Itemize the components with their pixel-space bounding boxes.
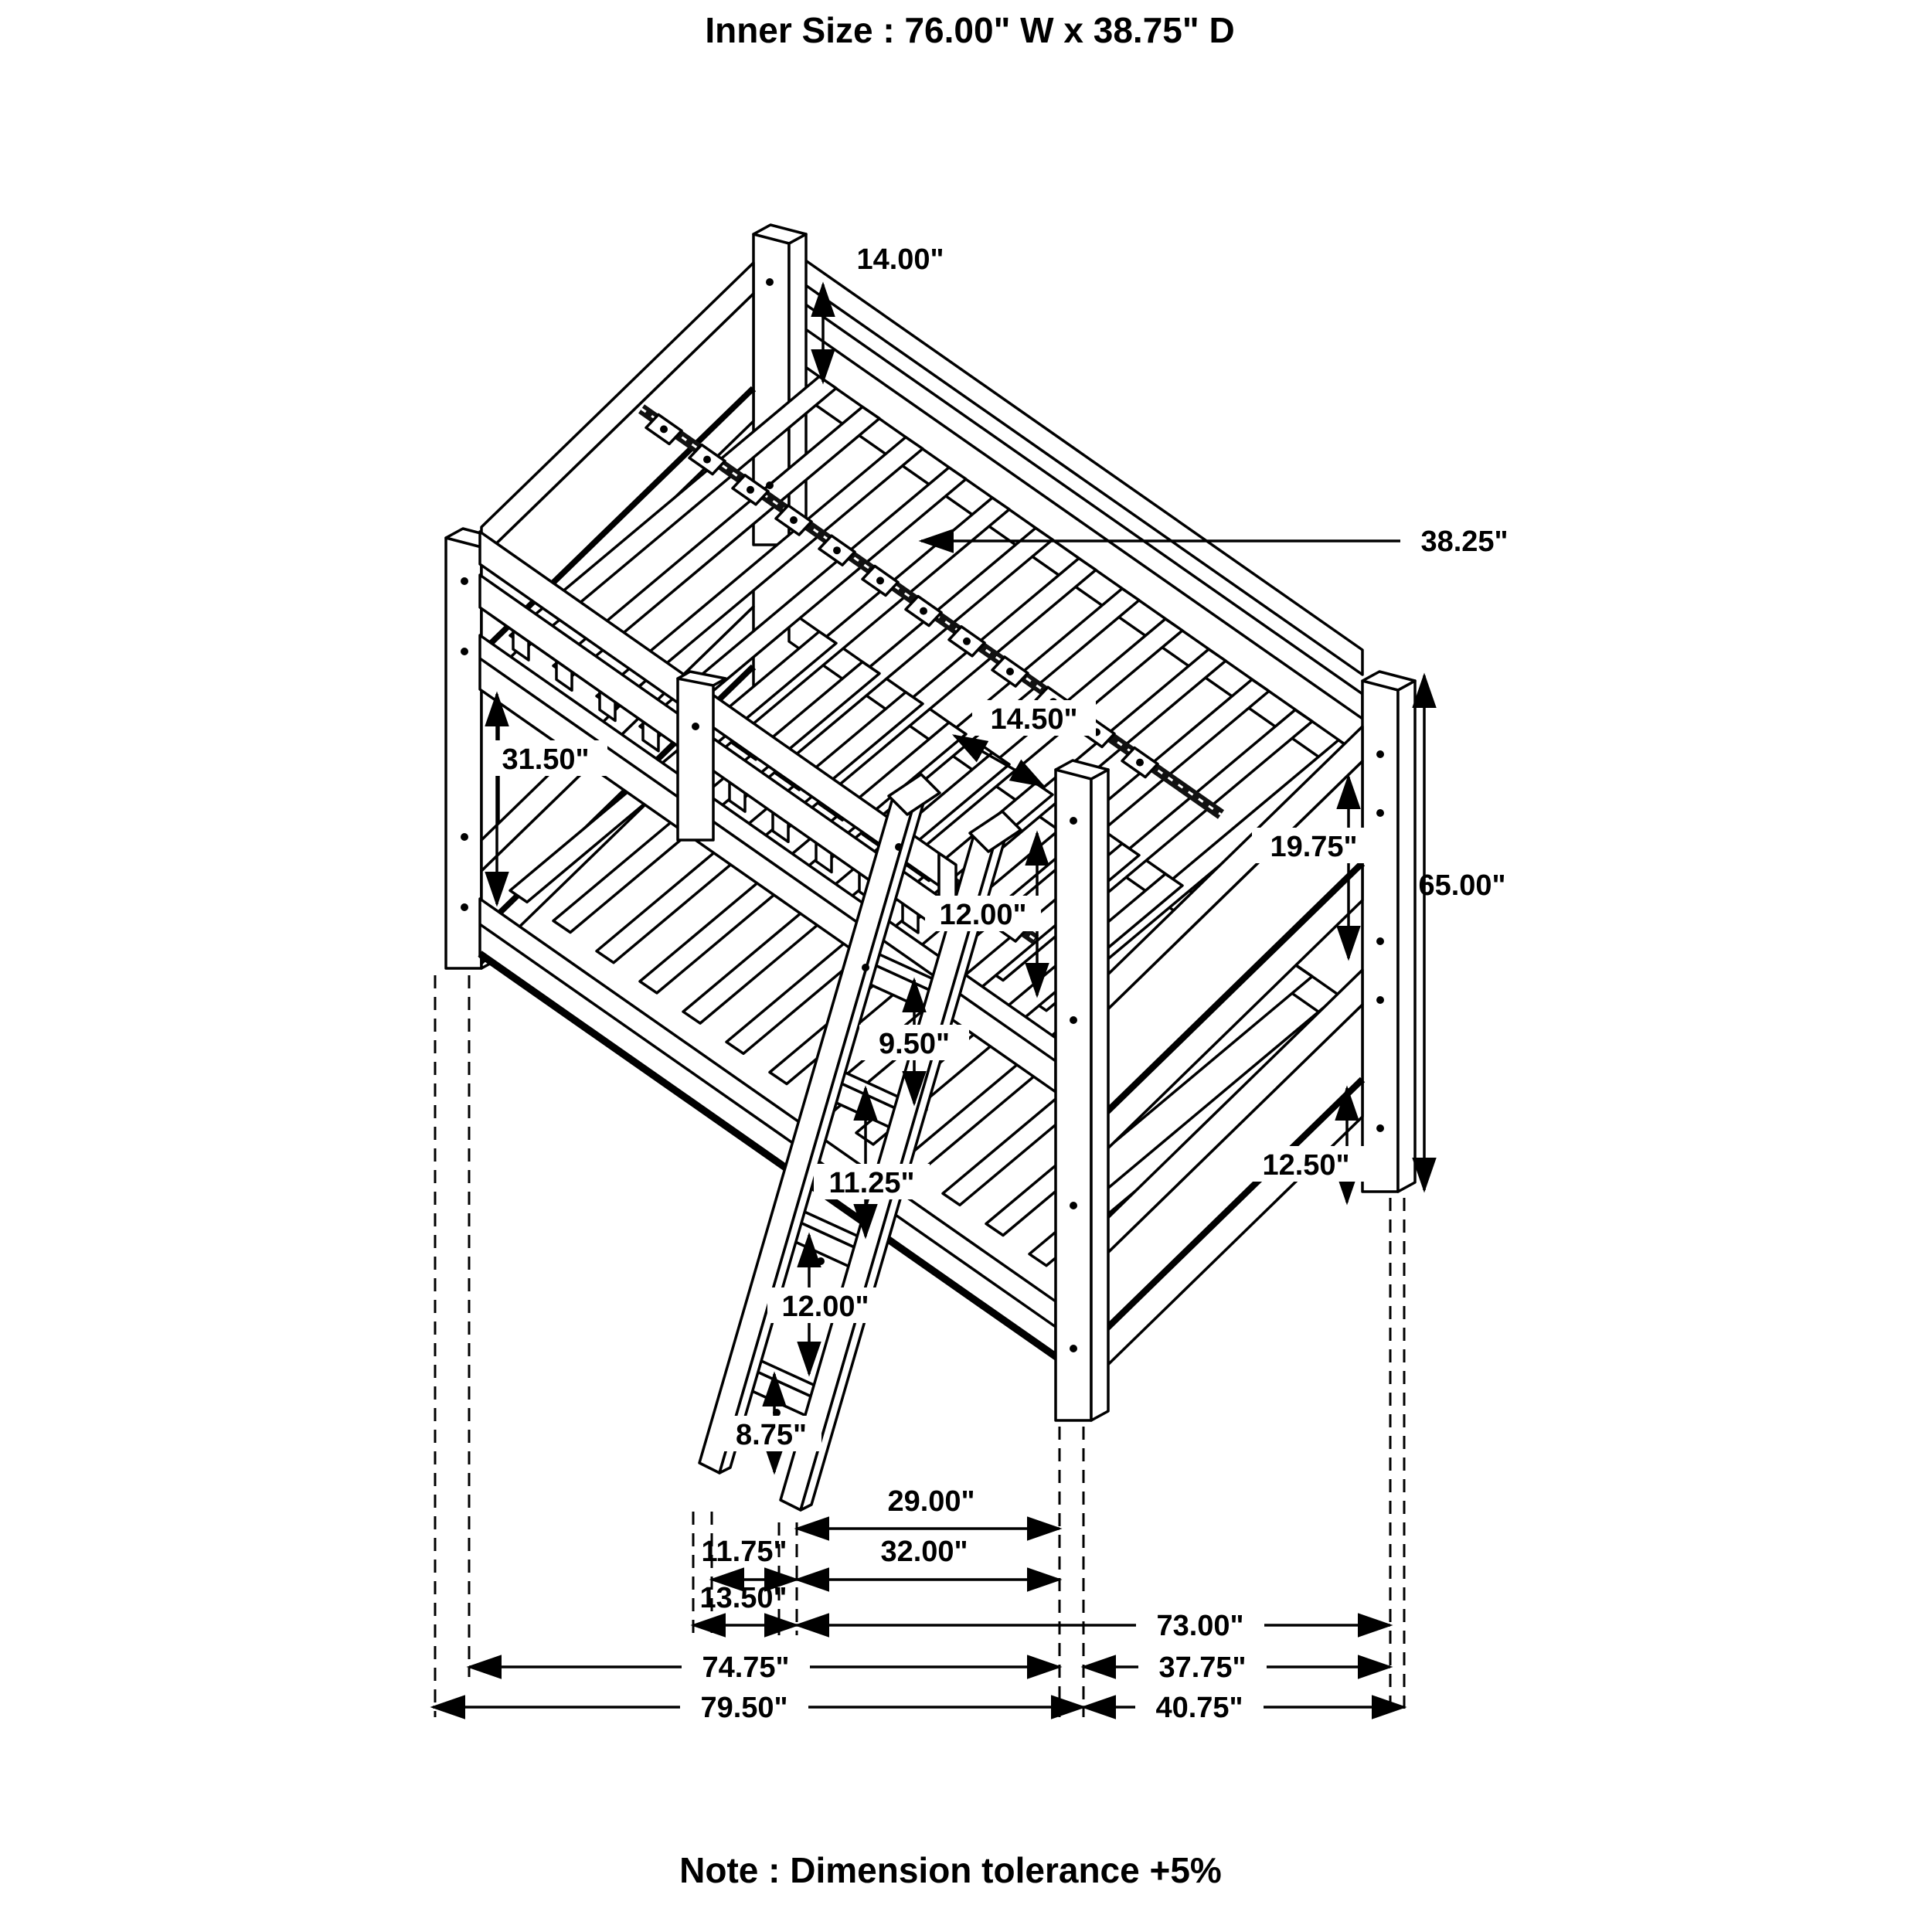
dim-overall-height: 65.00" <box>1418 869 1506 902</box>
dim-bunk-spacing: 31.50" <box>502 743 590 776</box>
dim-ladder-step-2: 12.00" <box>781 1291 869 1323</box>
dim-ladder-opening: 14.50" <box>990 703 1078 736</box>
dim-frame-length: 74.75" <box>702 1651 790 1684</box>
dim-ladder-step-top: 12.00" <box>939 899 1027 931</box>
dim-under-bunk-clearance: 19.75" <box>1270 831 1358 863</box>
dim-inner-depth: 37.75" <box>1158 1651 1247 1684</box>
post-foot-back <box>1362 672 1415 1192</box>
dim-ladder-width-outer: 13.50" <box>699 1582 787 1614</box>
post-foot-front <box>1056 760 1108 1420</box>
dim-overall-depth: 40.75" <box>1155 1692 1243 1724</box>
dim-ladder-width-inner: 11.75" <box>701 1536 787 1568</box>
dim-ladder-to-post: 29.00" <box>887 1485 975 1518</box>
dim-ladder-step-1: 8.75" <box>736 1419 807 1451</box>
dim-leg-clearance: 12.50" <box>1262 1149 1350 1182</box>
dim-inner-length: 73.00" <box>1156 1610 1244 1642</box>
dim-overall-length: 79.50" <box>700 1692 788 1724</box>
dim-ladder-span: 32.00" <box>880 1536 968 1568</box>
page-title: Inner Size : 76.00" W x 38.75" D <box>705 10 1235 50</box>
bed-structure <box>446 225 1415 1510</box>
tolerance-note: Note : Dimension tolerance +5% <box>679 1850 1222 1890</box>
dim-guard-rail-height: 14.00" <box>856 243 944 276</box>
dim-slat-length: 38.25" <box>1420 526 1509 558</box>
dim-ladder-step-3: 11.25" <box>828 1167 915 1199</box>
dim-ladder-step-4: 9.50" <box>879 1028 950 1060</box>
